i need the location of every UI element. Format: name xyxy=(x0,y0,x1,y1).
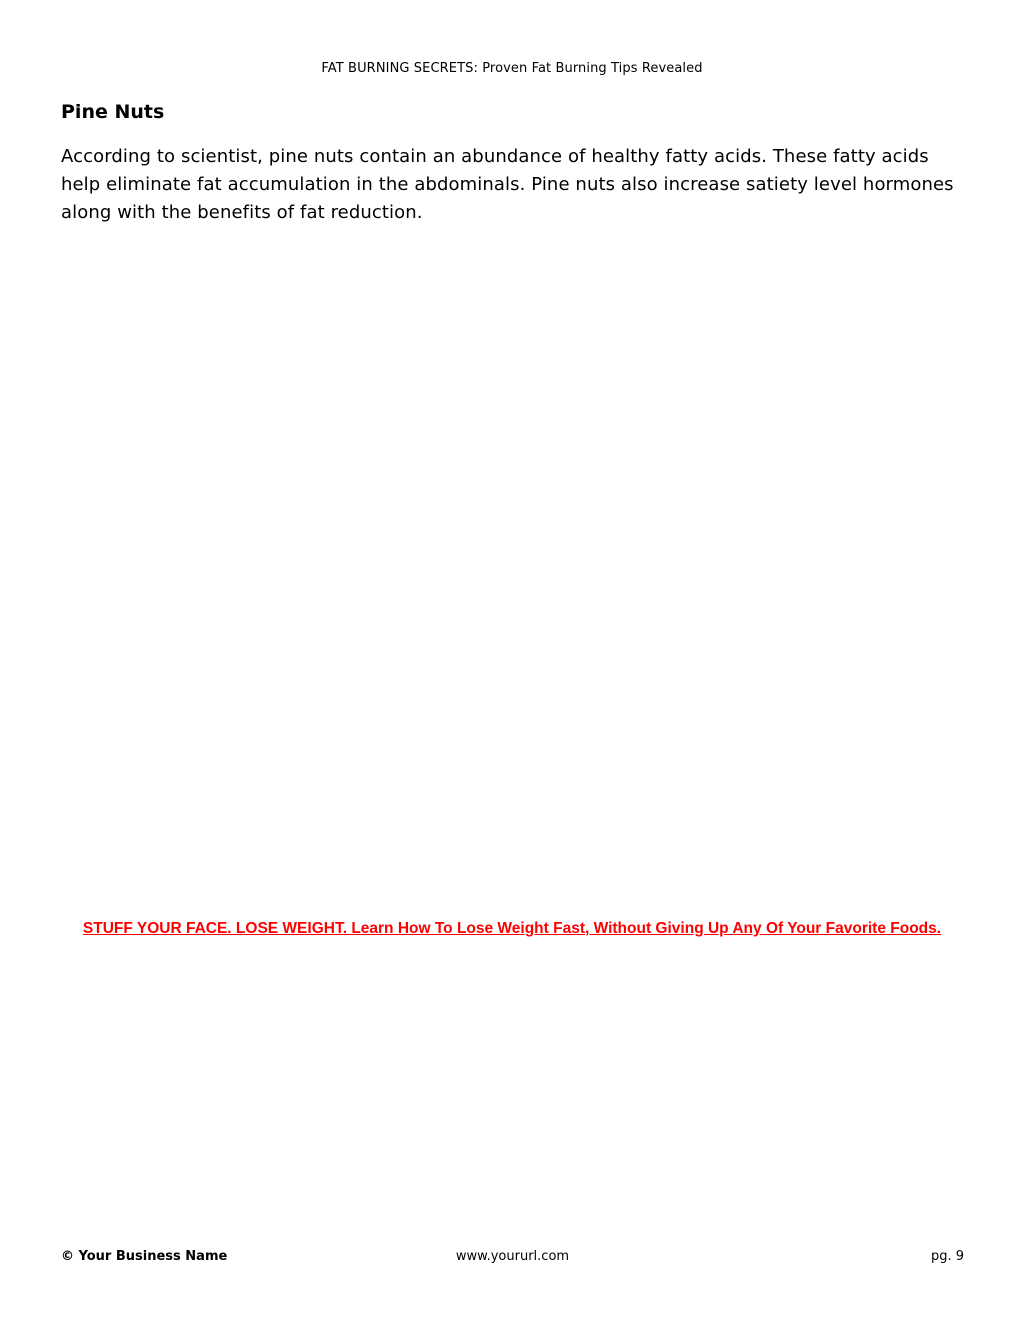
page-header-title: FAT BURNING SECRETS: Proven Fat Burning Tips Revealed xyxy=(321,61,703,76)
body-paragraph: According to scientist, pine nuts contain an abundance of healthy fatty acids. These fatty acids help eliminate fat accumulation in the abdominals. Pine nuts also increase satiety level hormones along with the benefits of fat reduction. xyxy=(61,146,954,223)
page-footer xyxy=(61,1248,964,1266)
promo-link[interactable]: STUFF YOUR FACE. LOSE WEIGHT. Learn How To Lose Weight Fast, Without Giving Up Any Of Your Favorite Foods. xyxy=(82,920,942,937)
footer-copyright: © Your Business Name xyxy=(61,1249,228,1264)
footer-page-number: pg. 9 xyxy=(930,1249,964,1264)
section-heading: Pine Nuts xyxy=(61,101,165,123)
footer-url: www.yoururl.com xyxy=(455,1249,570,1264)
